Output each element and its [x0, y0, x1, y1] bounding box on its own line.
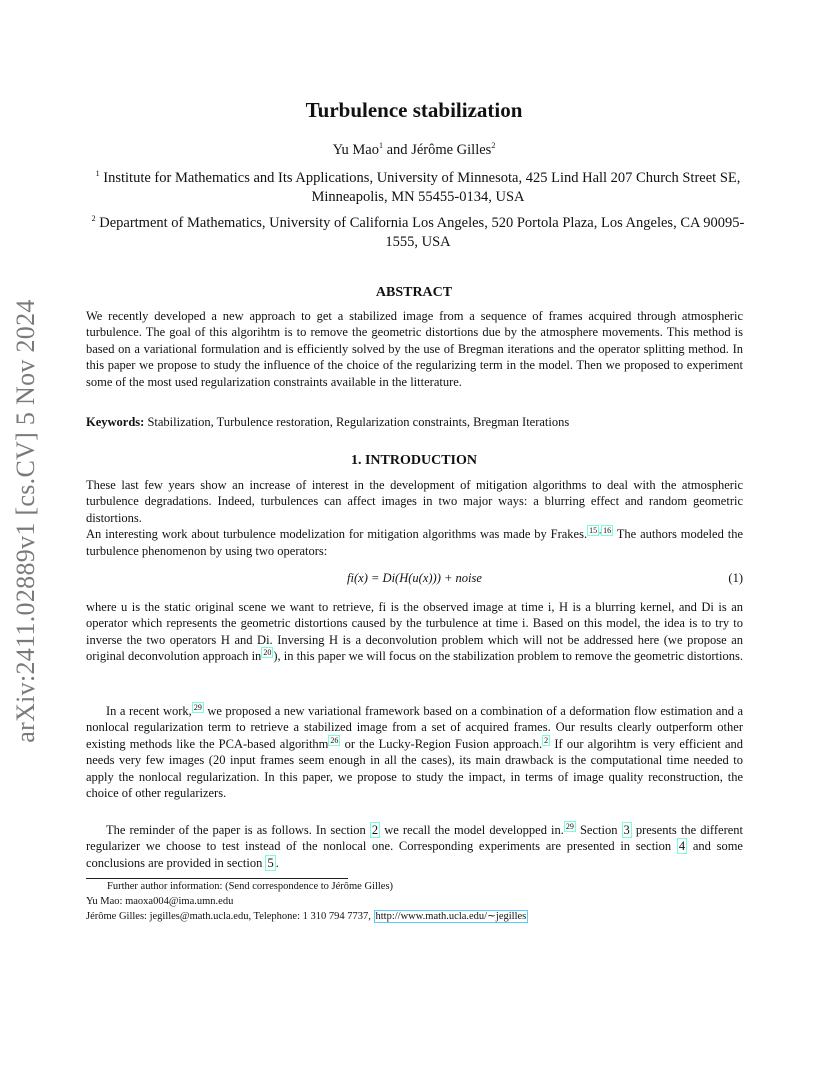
section-heading-introduction: 1. INTRODUCTION	[350, 453, 477, 468]
affiliation-2: $^2$ Department of Mathematics, University of California Los Angeles, 520 Portola Plaza, Los Angeles, CA 90095-1555, USA	[91, 214, 745, 250]
footnote-rule	[86, 878, 348, 879]
citation-link[interactable]: 26	[330, 735, 339, 745]
intro-paragraph-3: In a recent work, $^{29}$ we proposed a new variational framework based on a combination of a deformation flow estimation and a nonlocal regularization term to retrieve a stabilized image from a set of acquired frames. Our results clearly outperform other existing methods like the PCA-based algorithm $^{26}$ or the Lucky-Region Fusion approach. $^2$ If our algorihtm is very efficient and needs very few images (20 input frames seem enough in all the cases), its main drawback is the computational time needed to apply the nonlocal regularization. In this paper, we propose to study the impact, in terms of image quality reconstruction, the choice of other regularizers.	[86, 702, 744, 801]
arxiv-identifier-stamp: arXiv:2411.02889v1 [cs.CV] 5 Nov 2024	[11, 299, 40, 743]
affiliation-1: $^1$ Institute for Mathematics and Its Applications, University of Minnesota, 425 Lind Hall 207 Church Street SE, Minneapolis, MN 55455-0134, USA	[95, 169, 741, 205]
citation-link[interactable]: 29	[193, 702, 202, 712]
citation-link[interactable]: 2	[544, 735, 549, 745]
section-link[interactable]: 2	[371, 823, 379, 837]
intro-paragraph-1: These last few years show an increase of interest in the development of mitigation algorithms to deal with the atmospheric turbulence degradations. Indeed, turbulences can affect images in two major ways: a blurring effect and random geometric distortions. An interesting work about turbulence modelization for mitigation algorithms was made by Frakes. $^{15 , 16}$ The authors modeled the turbulence phenomenon by using two operators:	[86, 478, 743, 558]
paper-title: Turbulence stabilization	[305, 98, 523, 122]
equation-formula: fi(x) = Di(H(u(x))) + noise	[347, 571, 482, 585]
footnote-author-info: Further author information: (Send correspondence to Jérôme Gilles)	[107, 881, 394, 892]
author-name: Yu Mao	[332, 142, 379, 158]
keywords: Keywords: Stabilization, Turbulence restoration, Regularization constraints, Bregman Iterations	[86, 415, 570, 429]
intro-paragraph-4: The reminder of the paper is as follows. In section 2 we recall the model developped in. $^{29}$ Section 3 presents the different regularizer we choose to test instead of the nonlocal one. Corresponding experiments are presented in section 4 and some conclusions are provided in section 5 .	[86, 821, 744, 870]
author-name: Jérôme Gilles	[411, 142, 492, 158]
section-link[interactable]: 3	[623, 823, 630, 837]
footnote-contact-gilles: Jérôme Gilles: jegilles@math.ucla.edu, Telephone: 1 310 794 7737, http://www.math.ucla.edu/∼jegilles	[86, 911, 527, 922]
abstract-text: We recently developed a new approach to get a stabilized image from a sequence of frames acquired through atmospheric turbulence. The goal of this algorihtm is to remove the geometric distortions due by the atmosphere movements. This method is based on a variational formulation and is efficiently solved by the use of Bregman iterations and the operator splitting method. In this paper we propose to study the influence of the choice of the regularizing term in the model. Then we proposed to experiment some of the most used regularization constraints available in the litterature.	[86, 309, 743, 389]
section-link[interactable]: 4	[678, 839, 686, 854]
intro-paragraph-2: where u is the static original scene we want to retrieve, fi is the observed image at time i, H is a blurring kernel, and Di is an operator which represents the geometric distortions caused by the turbulence at time i. Based on this model, the idea is to try to inverse the two operators H and Di. Inversing H is a deconvolution problem which will not be addressed here (we propose an original deconvolution approach in $^{20}$ ), in this paper we will focus on the stabilization problem to remove the geometric distortions.	[86, 600, 743, 664]
citation-link[interactable]: 29	[565, 821, 574, 831]
footnote-email-mao: Yu Mao: maoxa004@ima.umn.edu	[86, 896, 234, 907]
section-link[interactable]: 5	[267, 855, 274, 870]
homepage-link[interactable]: http://www.math.ucla.edu/∼jegilles	[375, 911, 527, 922]
author-list: Yu Mao$^1$ and Jérôme Gilles$^2$	[332, 141, 496, 158]
citation-link[interactable]: 15	[589, 526, 598, 536]
citation-link[interactable]: 16	[603, 526, 612, 536]
citation-link[interactable]: 20	[263, 648, 272, 658]
equation-number: (1)	[728, 571, 743, 585]
abstract-heading: ABSTRACT	[375, 285, 453, 300]
